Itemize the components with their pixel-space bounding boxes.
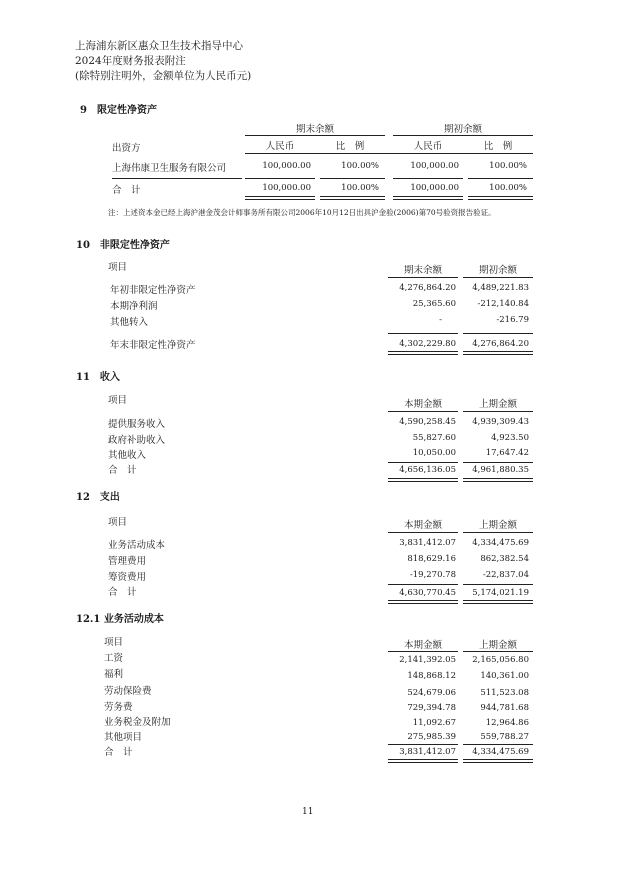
s9-col-end-rmb: 人民币 (265, 141, 295, 152)
s9-note: 注：上述资本金已经上海沪港金茂会计师事务所有限公司2006年10月12日出具沪金验(2006)第70号验资报告验证。 (108, 208, 496, 217)
s121-total-rule (388, 759, 458, 763)
table-row-label: 筹资费用 (108, 572, 147, 583)
section-9-title: 9 限定性净资产 (80, 105, 157, 116)
table-row-label: 劳动保险费 (104, 686, 152, 697)
table-cell: 100,000.00 (262, 161, 311, 171)
table-cell: 4,334,475.69 (472, 538, 529, 548)
s11-rule (388, 462, 458, 463)
section-11-title: 11 收入 (76, 372, 120, 383)
table-cell: 100.00% (341, 161, 379, 171)
s9-rule (112, 178, 242, 179)
s10-rule (463, 277, 533, 278)
table-cell: - (439, 315, 442, 325)
s10-rule (463, 333, 533, 334)
table-row-label: 管理费用 (108, 556, 147, 567)
s12-rule (463, 584, 533, 585)
section-12-1-title: 12.1 业务活动成本 (76, 614, 164, 625)
s11-total-rule (388, 478, 458, 482)
s9-col-begin-rmb: 人民币 (413, 141, 443, 152)
s121-col-item: 项目 (104, 637, 124, 648)
s9-total-rule (468, 196, 533, 200)
table-cell: 4,276,864.20 (399, 283, 456, 293)
s121-rule (388, 651, 458, 652)
table-cell: 12,964.86 (485, 718, 529, 728)
table-cell: 511,523.08 (480, 688, 529, 698)
s9-total-rule (320, 196, 385, 200)
table-cell: 4,489,221.83 (472, 283, 529, 293)
table-cell: 559,788.27 (480, 732, 529, 742)
table-cell: 100,000.00 (262, 183, 311, 193)
table-cell: 862,382.54 (480, 554, 529, 564)
s9-group-end: 期末余额 (295, 124, 334, 135)
table-cell: 2,141,392.05 (399, 655, 456, 665)
s9-total-rule (393, 196, 463, 200)
s121-rule (388, 744, 458, 745)
table-row-label: 劳务费 (104, 702, 133, 713)
table-cell: -212,140.84 (477, 299, 529, 309)
s10-total-rule (463, 351, 533, 355)
s9-group-begin: 期初余额 (443, 124, 482, 135)
table-cell: 100,000.00 (410, 183, 459, 193)
s9-col-end-ratio: 比 例 (335, 141, 365, 152)
table-row-label: 合 计 (104, 747, 133, 758)
table-cell: 100.00% (489, 161, 527, 171)
currency-note: (除特别注明外，金额单位为人民币元) (75, 70, 252, 82)
s9-rule (245, 135, 385, 136)
table-cell: 4,939,309.43 (472, 417, 529, 427)
table-cell: 3,831,412.07 (399, 747, 456, 757)
s10-rule (388, 333, 458, 334)
table-row-label: 年初非限定性净资产 (110, 285, 196, 296)
table-cell: 100.00% (489, 183, 527, 193)
s121-total-rule (463, 759, 533, 763)
s9-rule (468, 178, 533, 179)
s12-rule (388, 532, 458, 533)
table-cell: 5,174,021.19 (472, 588, 529, 598)
s121-col-a: 本期金额 (403, 640, 442, 651)
org-name: 上海浦东新区惠众卫生技术指导中心 (75, 40, 243, 52)
s10-col-b: 期初余额 (478, 265, 517, 276)
table-cell: 25,365.60 (412, 299, 456, 309)
table-cell: 524,679.06 (407, 688, 456, 698)
table-row-label: 其他收入 (108, 450, 147, 461)
s9-rule (245, 153, 533, 154)
page-number: 11 (302, 807, 314, 817)
s9-col-begin-ratio: 比 例 (483, 141, 513, 152)
table-row-label: 其他转入 (110, 317, 149, 328)
s12-rule (388, 584, 458, 585)
table-row-label: 提供服务收入 (108, 419, 166, 430)
section-10-title: 10 非限定性净资产 (76, 240, 170, 251)
s9-rule (320, 178, 385, 179)
table-cell: 818,629.16 (407, 554, 456, 564)
s12-total-rule (388, 600, 458, 604)
s9-col-contributor: 出资方 (112, 143, 141, 154)
table-row-label: 政府补助收入 (108, 435, 166, 446)
table-cell: 140,361.00 (480, 671, 529, 681)
report-title: 2024年度财务报表附注 (75, 55, 186, 67)
table-cell: 2,165,056.80 (472, 655, 529, 665)
table-cell: 17,647.42 (485, 448, 529, 458)
table-cell: -19,270.78 (409, 570, 456, 580)
table-row-label: 上海伟康卫生服务有限公司 (112, 163, 227, 174)
s11-rule (388, 411, 458, 412)
s11-rule (463, 411, 533, 412)
table-cell: 4,656,136.05 (399, 465, 456, 475)
s9-total-rule (245, 196, 315, 200)
s121-col-b: 上期金额 (478, 640, 517, 651)
table-cell: 3,831,412.07 (399, 538, 456, 548)
table-cell: 4,302,229.80 (399, 339, 456, 349)
s11-rule (463, 462, 533, 463)
table-row-label: 其他项目 (104, 732, 143, 743)
table-cell: 4,590,258.45 (399, 417, 456, 427)
s12-col-a: 本期金额 (403, 520, 442, 531)
s11-col-item: 项目 (108, 395, 128, 406)
table-row-label: 业务税金及附加 (104, 717, 171, 728)
s12-col-item: 项目 (108, 517, 128, 528)
table-cell: 10,050.00 (412, 448, 456, 458)
table-cell: 275,985.39 (407, 732, 456, 742)
s12-total-rule (463, 600, 533, 604)
table-cell: 4,923.50 (491, 433, 529, 443)
table-row-label: 工资 (104, 653, 124, 664)
s9-rule (393, 135, 533, 136)
s11-total-rule (463, 478, 533, 482)
table-cell: 4,276,864.20 (472, 339, 529, 349)
s11-col-a: 本期金额 (403, 399, 442, 410)
table-cell: 100,000.00 (410, 161, 459, 171)
table-cell: 148,868.12 (407, 671, 456, 681)
s10-col-a: 期末余额 (403, 265, 442, 276)
table-row-label: 合 计 (108, 465, 137, 476)
s9-rule (245, 178, 315, 179)
table-cell: 55,827.60 (412, 433, 456, 443)
s12-col-b: 上期金额 (478, 520, 517, 531)
table-cell: 729,394.78 (407, 703, 456, 713)
s10-rule (388, 277, 458, 278)
table-row-label: 本期净利润 (110, 301, 158, 312)
s121-rule (463, 651, 533, 652)
table-cell: -22,837.04 (482, 570, 529, 580)
table-row-label: 合 计 (112, 185, 141, 196)
s11-col-b: 上期金额 (478, 399, 517, 410)
table-row-label: 合 计 (108, 587, 137, 598)
table-row-label: 年末非限定性净资产 (110, 340, 196, 351)
s9-rule (393, 178, 463, 179)
table-cell: 11,092.67 (412, 718, 456, 728)
s10-col-item: 项目 (108, 262, 128, 273)
table-cell: 944,781.68 (480, 703, 529, 713)
table-cell: -216.79 (496, 315, 529, 325)
s12-rule (463, 532, 533, 533)
table-cell: 4,961,880.35 (472, 465, 529, 475)
table-row-label: 福利 (104, 669, 124, 680)
s121-rule (463, 744, 533, 745)
table-cell: 4,334,475.69 (472, 747, 529, 757)
table-cell: 4,630,770.45 (399, 588, 456, 598)
table-row-label: 业务活动成本 (108, 540, 166, 551)
s10-total-rule (388, 351, 458, 355)
section-12-title: 12 支出 (76, 492, 120, 503)
table-cell: 100.00% (341, 183, 379, 193)
